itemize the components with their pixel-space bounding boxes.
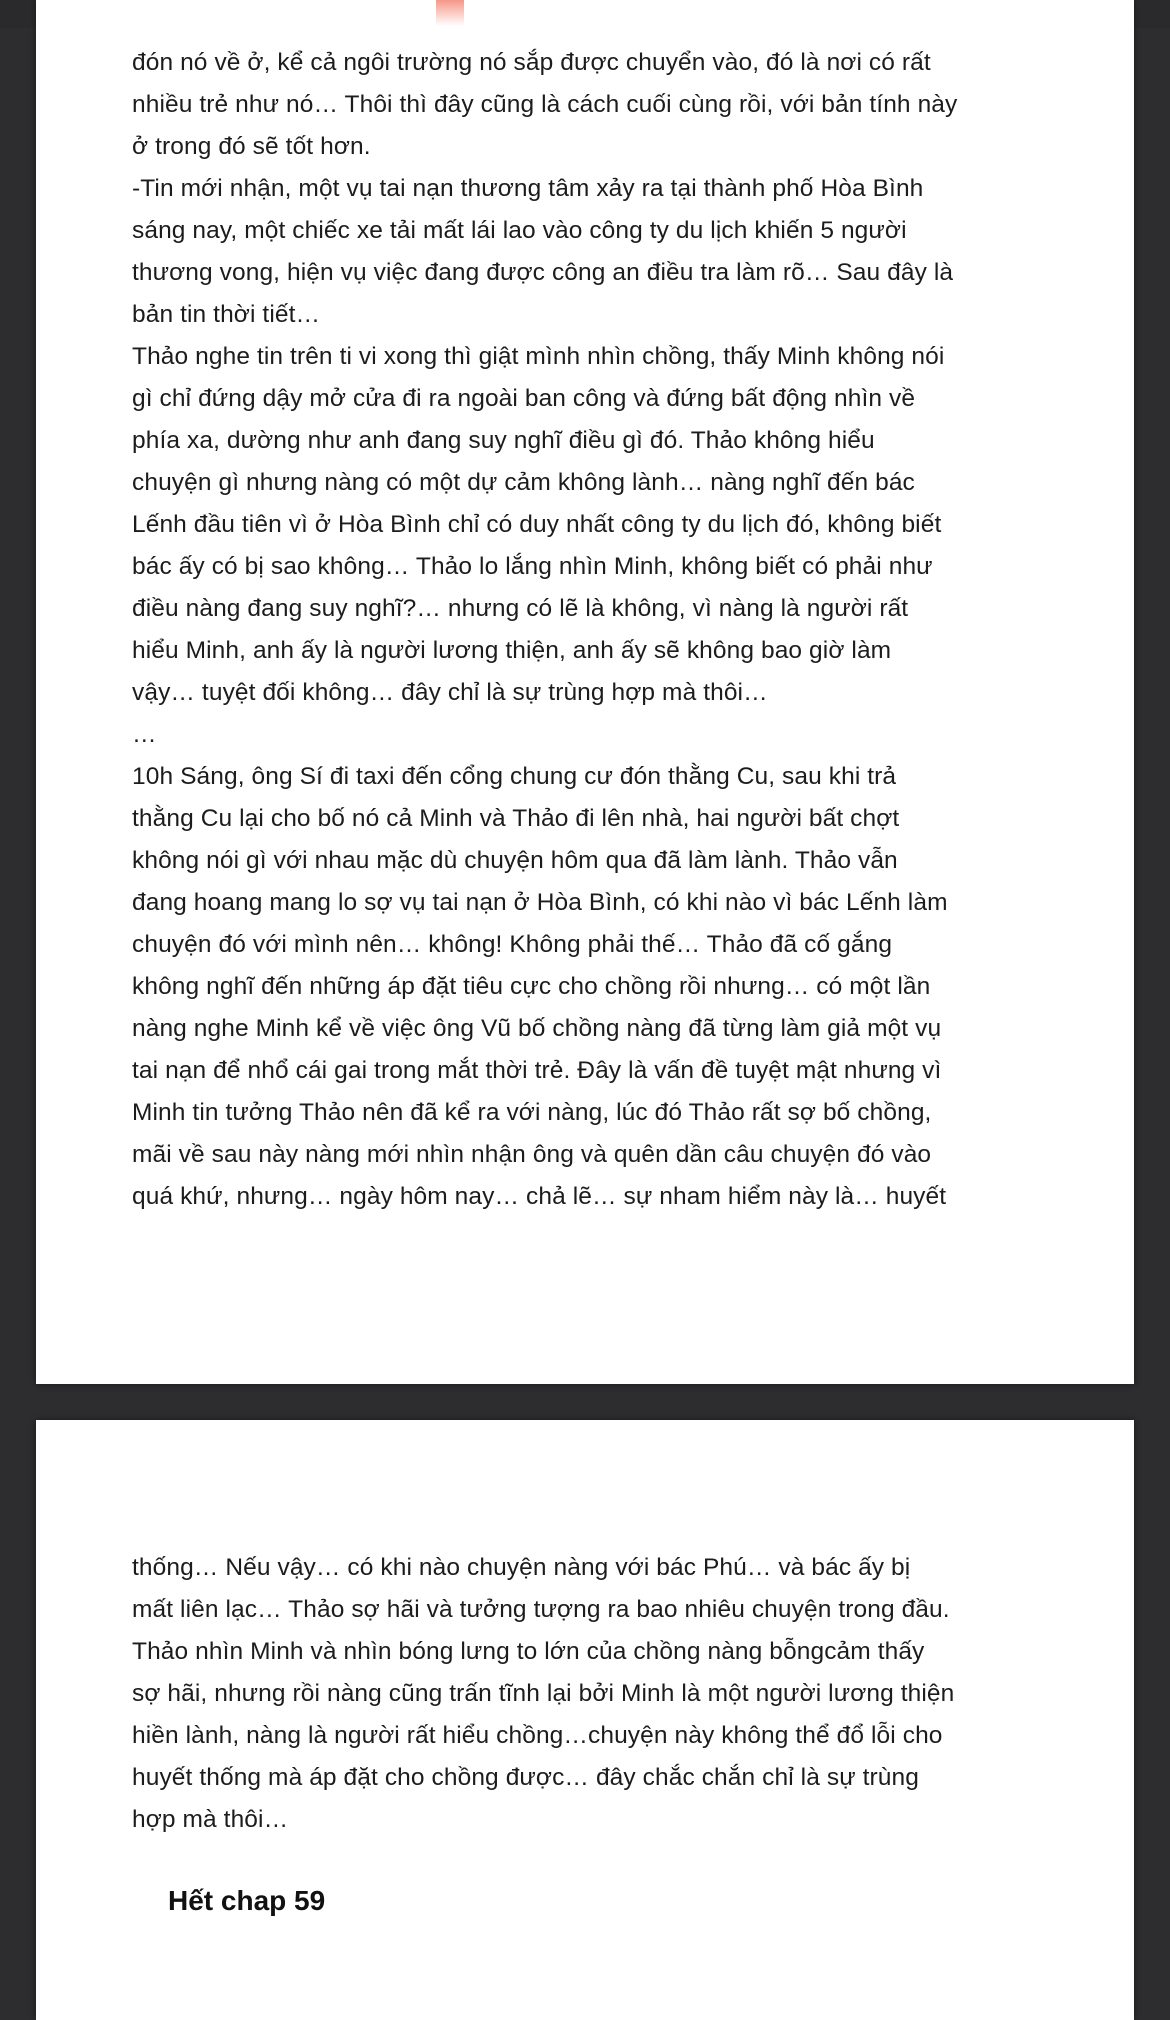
- text-line: đón nó về ở, kể cả ngôi trường nó sắp được chuyển vào, đó là nơi có rất: [132, 49, 931, 76]
- text-line: nhiều trẻ như nó… Thôi thì đây cũng là cách cuối cùng rồi, với bản tính này: [132, 91, 958, 118]
- text-line: quá khứ, nhưng… ngày hôm nay… chả lẽ… sự nham hiểm này là… huyết: [132, 1183, 947, 1210]
- text-line: bản tin thời tiết…: [132, 301, 321, 328]
- text-line: đang hoang mang lo sợ vụ tai nạn ở Hòa Bình, có khi nào vì bác Lếnh làm: [132, 889, 948, 916]
- text-line: -Tin mới nhận, một vụ tai nạn thương tâm xảy ra tại thành phố Hòa Bình: [132, 175, 924, 202]
- page-2-text: [132, 1547, 1052, 1841]
- text-line: điều nàng đang suy nghĩ?… nhưng có lẽ là không, vì nàng là người rất: [132, 595, 909, 622]
- scroll-indicator: [436, 0, 464, 26]
- text-line: hiền lành, nàng là người rất hiểu chồng…chuyện này không thể đổ lỗi cho: [132, 1722, 943, 1749]
- text-line: phía xa, dường như anh đang suy nghĩ điều gì đó. Thảo không hiểu: [132, 427, 875, 454]
- text-line: hợp mà thôi…: [132, 1806, 289, 1833]
- text-line: không nghĩ đến những áp đặt tiêu cực cho chồng rồi nhưng… có một lần: [132, 973, 931, 1000]
- text-line: huyết thống mà áp đặt cho chồng được… đây chắc chắn chỉ là sự trùng: [132, 1764, 919, 1791]
- chapter-end-heading: Hết chap 59: [168, 1885, 326, 1916]
- text-line: sợ hãi, nhưng rồi nàng cũng trấn tĩnh lại bởi Minh là một người lương thiện: [132, 1680, 955, 1707]
- text-line: 10h Sáng, ông Sí đi taxi đến cổng chung cư đón thằng Cu, sau khi trả: [132, 763, 897, 790]
- text-line: vậy… tuyệt đối không… đây chỉ là sự trùng hợp mà thôi…: [132, 679, 768, 706]
- text-line: chuyện đó với mình nên… không! Không phải thế… Thảo đã cố gắng: [132, 931, 893, 958]
- text-line: thương vong, hiện vụ việc đang được công an điều tra làm rõ… Sau đây là: [132, 259, 954, 286]
- text-line: ở trong đó sẽ tốt hơn.: [132, 133, 371, 160]
- text-line: nàng nghe Minh kể về việc ông Vũ bố chồng nàng đã từng làm giả một vụ: [132, 1015, 942, 1042]
- text-line: không nói gì với nhau mặc dù chuyện hôm qua đã làm lành. Thảo vẫn: [132, 847, 898, 874]
- text-line: Thảo nghe tin trên ti vi xong thì giật mình nhìn chồng, thấy Minh không nói: [132, 343, 945, 370]
- text-line: mất liên lạc… Thảo sợ hãi và tưởng tượng ra bao nhiêu chuyện trong đầu.: [132, 1596, 950, 1623]
- page-1-text: [132, 42, 1052, 1218]
- text-line: chuyện gì nhưng nàng có một dự cảm không lành… nàng nghĩ đến bác: [132, 469, 915, 496]
- text-line: gì chỉ đứng dậy mở cửa đi ra ngoài ban công và đứng bất động nhìn về: [132, 385, 916, 412]
- text-line: thống… Nếu vậy… có khi nào chuyện nàng với bác Phú… và bác ấy bị: [132, 1554, 911, 1581]
- text-line: thằng Cu lại cho bố nó cả Minh và Thảo đi lên nhà, hai người bất chợt: [132, 805, 900, 832]
- text-line: bác ấy có bị sao không… Thảo lo lắng nhìn Minh, không biết có phải như: [132, 553, 933, 580]
- text-line: …: [132, 721, 157, 748]
- text-line: sáng nay, một chiếc xe tải mất lái lao vào công ty du lịch khiến 5 người: [132, 217, 907, 244]
- text-line: hiểu Minh, anh ấy là người lương thiện, anh ấy sẽ không bao giờ làm: [132, 637, 892, 664]
- text-line: Lếnh đầu tiên vì ở Hòa Bình chỉ có duy nhất công ty du lịch đó, không biết: [132, 511, 942, 538]
- text-line: tai nạn để nhổ cái gai trong mắt thời trẻ. Đây là vấn đề tuyệt mật nhưng vì: [132, 1057, 942, 1084]
- text-line: mãi về sau này nàng mới nhìn nhận ông và quên dần câu chuyện đó vào: [132, 1141, 932, 1168]
- text-line: Thảo nhìn Minh và nhìn bóng lưng to lớn của chồng nàng bỗngcảm thấy: [132, 1638, 925, 1665]
- text-line: Minh tin tưởng Thảo nên đã kể ra với nàng, lúc đó Thảo rất sợ bố chồng,: [132, 1099, 932, 1126]
